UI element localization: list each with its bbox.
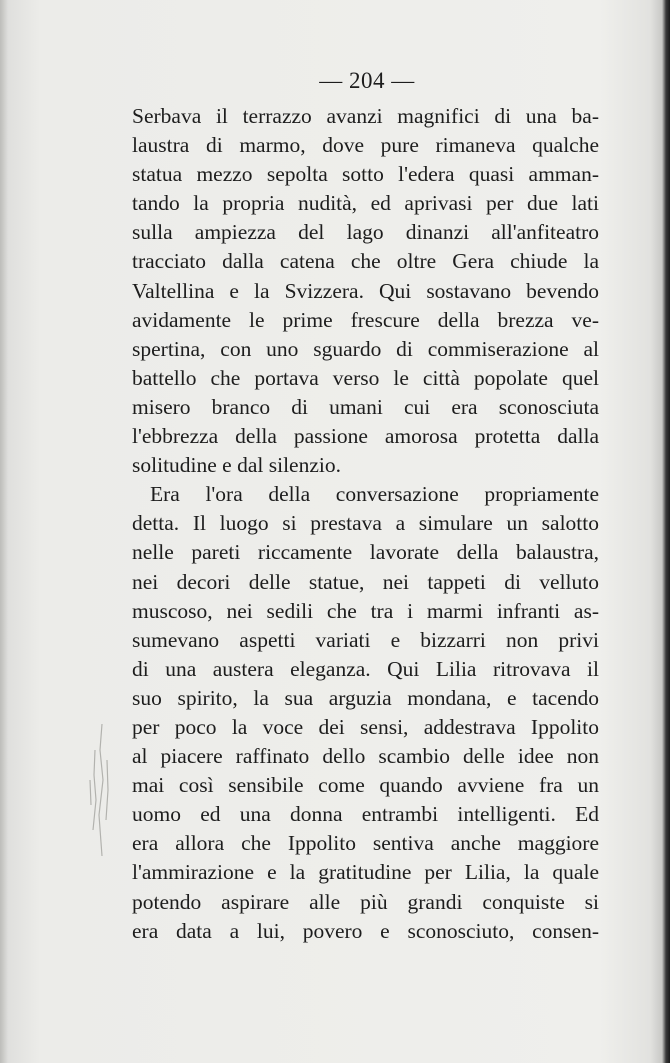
text-line: sulla ampiezza del lago dinanzi all'anfiteatro (132, 220, 599, 245)
text-line: laustra di marmo, dove pure rimaneva qualche (132, 133, 599, 158)
text-line: era data a lui, povero e sconosciuto, consen- (132, 918, 599, 943)
text-line: l'ebbrezza della passione amorosa protetta dalla (132, 424, 599, 449)
text-line: potendo aspirare alle più grandi conquiste si (132, 889, 599, 914)
text-line: nelle pareti riccamente lavorate della balaustra, (132, 540, 599, 565)
text-line: tracciato dalla catena che oltre Gera chiude la (132, 249, 599, 274)
text-line: al piacere raffinato dello scambio delle idee non (132, 744, 599, 769)
text-line: per poco la voce dei sensi, addestrava Ippolito (132, 714, 599, 739)
text-line: Serbava il terrazzo avanzi magnifici di una ba- (132, 104, 599, 128)
text-line: di una austera eleganza. Qui Lilia ritrovava il (132, 656, 599, 681)
text-line: muscoso, nei sedili che tra i marmi infranti as- (132, 598, 599, 623)
text-line: mai così sensibile come quando avviene fra un (132, 773, 599, 798)
text-line: era allora che Ippolito sentiva anche maggiore (132, 831, 599, 856)
text-line: battello che portava verso le città popolate quel (132, 365, 599, 390)
text-line: uomo ed una donna entrambi intelligenti. Ed (132, 802, 599, 827)
text-line: Valtellina e la Svizzera. Qui sostavano bevendo (132, 278, 599, 303)
text-line: sumevano aspetti variati e bizzarri non privi (132, 627, 599, 652)
text-line: detta. Il luogo si prestava a simulare un salotto (132, 511, 599, 536)
text-line: spertina, con uno sguardo di commiserazione al (132, 336, 599, 361)
margin-bleedthrough-mark (82, 720, 116, 860)
text-line: avidamente le prime frescure della brezza ve- (132, 307, 599, 332)
text-line: statua mezzo sepolta sotto l'edera quasi amman- (132, 162, 599, 187)
page-gutter-shadow (0, 0, 8, 1063)
text-line: suo spirito, la sua arguzia mondana, e tacendo (132, 685, 599, 710)
text-line: nei decori delle statue, nei tappeti di velluto (132, 569, 599, 594)
text-line: l'ammirazione e la gratitudine per Lilia, la quale (132, 860, 599, 885)
paragraph-end-line: solitudine e dal silenzio. (132, 453, 341, 478)
body-text (132, 102, 599, 946)
paragraph-start-line: Era l'ora della conversazione propriamente (150, 482, 599, 507)
page-number: — 204 — (319, 68, 415, 93)
text-line: tando la propria nudità, ed aprivasi per due lati (132, 191, 599, 216)
text-line: misero branco di umani cui era sconosciuta (132, 394, 599, 419)
